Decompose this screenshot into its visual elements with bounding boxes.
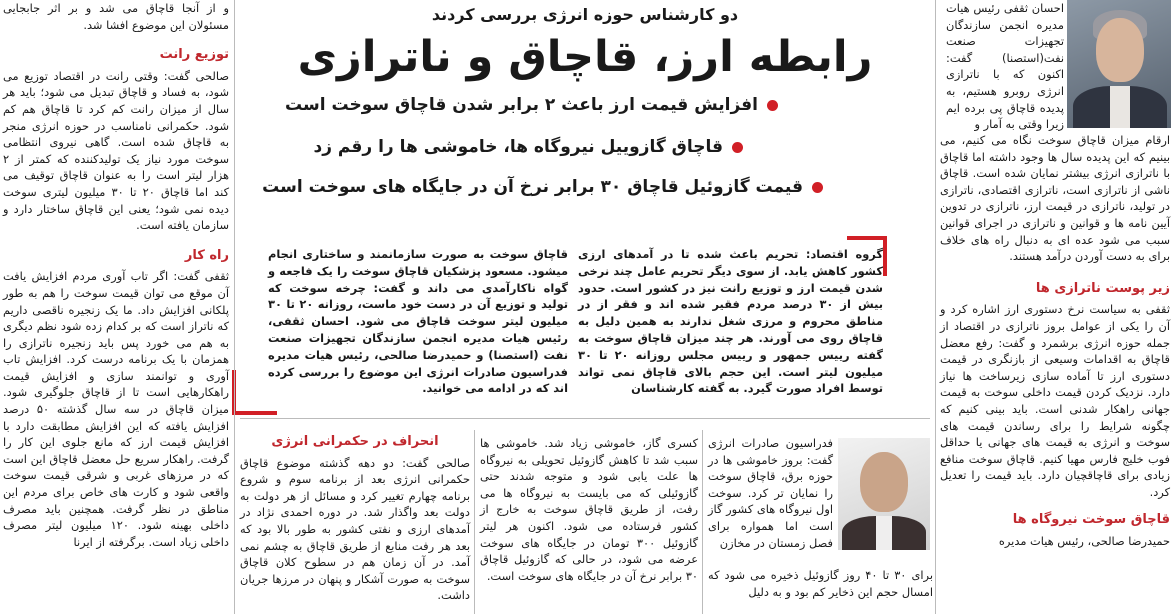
bullet-dot-icon <box>732 142 743 153</box>
body-text: و از آنجا قاچاق می شد و بر اثر جابجایی مسئولان این موضوع افشا شد. <box>3 1 229 32</box>
subheading-enheraf: انحراف در حکمرانی انرژی <box>271 434 439 449</box>
subheading-tozie-rant: توزیع رانت <box>159 47 229 63</box>
bullet-dot-icon <box>767 100 778 111</box>
body-text: برای ۳۰ تا ۴۰ روز گازوئیل ذخیره می شود که امسال حجم این ذخایر کم بود و به دلیل <box>708 568 933 599</box>
column-mid-b <box>480 435 698 584</box>
column-divider <box>935 0 936 614</box>
subheading-zir-poost: زیر پوست ناترازی ها <box>1035 280 1170 296</box>
kicker: دو کارشناس حوزه انرژی بررسی کردند <box>431 5 739 24</box>
column-right-body <box>940 132 1170 550</box>
body-text: صالحی گفت: دو دهه گذشته موضوع قاچاق حکمرانی انرژی بعد از برنامه سوم و شروع برنامه چهارم تغییر کرد و مسائل از هر دولت به دولت بعد واگذار شد. در دوره احمدی نژاد در آمدهای ارزی و نفتی کشور به طور بالا بود که بعد هر رفت منابع از طریق قاچاق به چشم نمی آمد. در آن زمان هم در سطوح کلان قاچاق سوخت به صورت آشکار و پنهان در مرزها جریان داشت. <box>240 455 470 603</box>
body-text: فدراسیون صادرات انرژی گفت: بروز خاموشی ها در حوزه برق، قاچاق سوخت را نمایان تر کرد. سوخت اول نیروگاه های کشور گاز است اما همواره برای فصل زمستان در مخازن <box>708 436 833 550</box>
summary-frame-top <box>847 236 887 240</box>
column-right-intro <box>946 0 1064 133</box>
intro-text: احسان ثقفی رئیس هیات مدیره انجمن سازندگان تجهیزات صنعت نفت(استصنا) گفت: اکنون که با ناترازی انرژی روبرو هستیم، به پدیده قاچاق پی برده ایم زیرا وقتی به آمار و <box>946 1 1064 132</box>
column-mid-a <box>708 435 833 551</box>
summary-left-column: قاچاق سوخت به صورت سازمانمند و ساختاری انجام میشود. مسعود پزشکیان قاچاق سوخت را یک فاجعه و گواه ناکارآمدی می داند و گفت: چرخه سوخت که تولید و توزیع آن در دست خود ماست، روزانه ۲۰ تا ۳۰ میلیون لیتر سوخت قاچاق می شود. احسان ثقفی، رئیس هیات مدیره انجمن سازندگان تجهیزات صنعت نفت (استصنا) و حمیدرضا صالحی، رئیس هیات مدیره فدراسیون صادرات انرژی این موضوع را بررسی کرده اند که در ادامه می خوانید. <box>268 247 568 396</box>
summary-right-column: گروه اقتصاد: تحریم باعث شده تا در آمدهای ارزی کشور کاهش یابد. از سوی دیگر تحریم عامل چند نرخی شدن قیمت ارز و توزیع رانت نیز در کشور است. حدود بیش از ۳۰ درصد مردم فقیر شده اند و فقر از در مناطق محروم و مرزی شغل ندارند به همین دلیل به قاچاق روی می آورند. هر چند میزان قاچاق سوخت به گفته رییس جمهور و رییس مجلس روزانه ۲۰ تا ۳۰ میلیون لیتر است. این حجم بالای قاچاق نمی تواند توسط افراد صورت گیرد. به گفته کارشناسان <box>578 247 884 396</box>
summary-box <box>255 246 895 396</box>
subheading-ghachagh-niroogah: قاچاق سوخت نیروگاه ها <box>1012 512 1170 528</box>
body-text: صالحی گفت: وقتی رانت در اقتصاد توزیع می شود، به فساد و قاچاق تبدیل می شود؛ باید هر سال از میزان رانت کم کرد تا قاچاق هم کم شود. حکمرانی نامناسب در حوزه انرژی منجر به قاچاق شده است. گاهی نیروی انتظامی سوخت مورد نیاز یک تولیدکننده که کمتر از ۲ هزار لیتر است را به عنوان قاچاق توقیف می کند اما قاچاق ۲۰ تا ۳۰ میلیون لیتری سوخت دیده نمی شود؛ یعنی این قاچاق ساختار دارد و سازمان یافته است. <box>3 68 229 233</box>
column-divider <box>234 0 235 614</box>
body-text: ارقام میزان قاچاق سوخت نگاه می کنیم، می بینیم که این پدیده سال ها وجود داشته اما قاچاق با ناترازی انرژی بیشتر نمایان شده است. قاچاق ناشی از ناترازی است، ناترازی اقتصادی، ناترازی در تولید، ناترازی در قیمت ارز، ناترازی در تدوین آیین نامه ها و قوانین و ناترازی در اجرای قوانین سبب می شود عده ای به دنبال راه های خلاف برای به دست آوردن درآمد هستند. <box>940 133 1170 264</box>
bullet-text: قیمت گازوئیل قاچاق ۳۰ برابر نرخ آن در جایگاه های سوخت است <box>262 177 803 197</box>
summary-separator <box>240 418 930 419</box>
bullet-text: قاچاق گازوییل نیروگاه ها، خاموشی ها را رقم زد <box>313 137 723 157</box>
bullet-text: افزایش قیمت ارز باعث ۲ برابر شدن قاچاق سوخت است <box>285 95 758 115</box>
subheading-rah-kar: راه کار <box>184 247 229 263</box>
headline: رابطه ارز، قاچاق و ناترازی <box>297 32 873 82</box>
column-divider <box>702 430 703 614</box>
body-text: ثقفی به سیاست نرخ دستوری ارز اشاره کرد و آن را یکی از عوامل بروز ناترازی در اقتصاد از جمله حوزه انرژی برشمرد و گفت: رفع معضل قاچاق به اقدامات وسیعی از بازنگری در قیمت دستوری ارز تا آماده سازی زیرساخت ها نیاز دارد. نزدیک کردن قیمت داخلی سوخت به قیمت جهانی راهکار شدنی است. باید بینی کنیم که چگونه شرایط را برای رساندن قیمت های سوخت و انرژی به قیمت های جهانی یا حداقل فوب خلیج فارس مهیا کنیم. قاچاق سوخت منافع زیادی برای قاچاقچیان دارد. باید قیمت را تعدیل کرد. <box>940 302 1170 499</box>
bullet-2 <box>314 137 744 157</box>
column-left <box>3 0 229 550</box>
summary-frame-bottom <box>232 411 277 415</box>
body-text: کسری گاز، خاموشی زیاد شد. خاموشی ها سبب شد تا کاهش گازوئیل تحویلی به نیروگاه ها علت یابی شود و متوجه شدند حتی گازوئیلی که می بایست به نیروگاه ها می رفت، از طریق قاچاق سوخت به خارج از کشور فرستاده می شود. اکنون هر لیتر گازوئیل ۳۰۰ تومان در جایگاه های سوخت عرضه می شود، در حالی که گازوئیل قاچاق ۳۰ برابر نرخ آن در جایگاه های سوخت است. <box>480 436 698 583</box>
bullet-1 <box>285 95 778 115</box>
body-text: حمیدرضا صالحی، رئیس هیات مدیره <box>998 534 1170 549</box>
body-text: ثقفی گفت: اگر تاب آوری مردم افزایش یافت آن موقع می توان قیمت سوخت را هم به طور پلکانی افزایش داد. ما یک زنجیره ناقصی داریم که ناتراز است که بر کدام زده شود نظم دیگری به هم می خورد پس باید زنجیره ناترازی را همزمان با یک برنامه درست کرد. افزایش تاب آوری و توانمند سازی و افزایش قیمت راهکارهایی است تا از قاچاق جلوگیری شود. میزان قاچاق در سه سال گذشته ۵۰ درصد افزایش یافته که این افزایش مطابقت دارد با افزایش قیمت ارز که مانع جلوی این کار را گرفت. راهکار سریع حل معضل قاچاق این است که در مرزهای غربی و شرقی قیمت سوخت واقعی شود و کارت های خاص برای مردم این مناطق در نظر گرفت. همچنین باید مصرف داخلی بهینه شود. ۱۲۰ میلیون لیتر مصرف داخلی زیاد است. برگرفته از ایرنا <box>3 269 229 549</box>
portrait-photo-salehi <box>838 438 930 550</box>
column-divider <box>474 430 475 614</box>
bullet-dot-icon <box>812 182 823 193</box>
portrait-photo-saghafi <box>1067 0 1171 128</box>
column-mid-a-bottom <box>708 567 933 600</box>
column-mid-c <box>240 432 470 604</box>
bullet-3 <box>262 177 823 197</box>
